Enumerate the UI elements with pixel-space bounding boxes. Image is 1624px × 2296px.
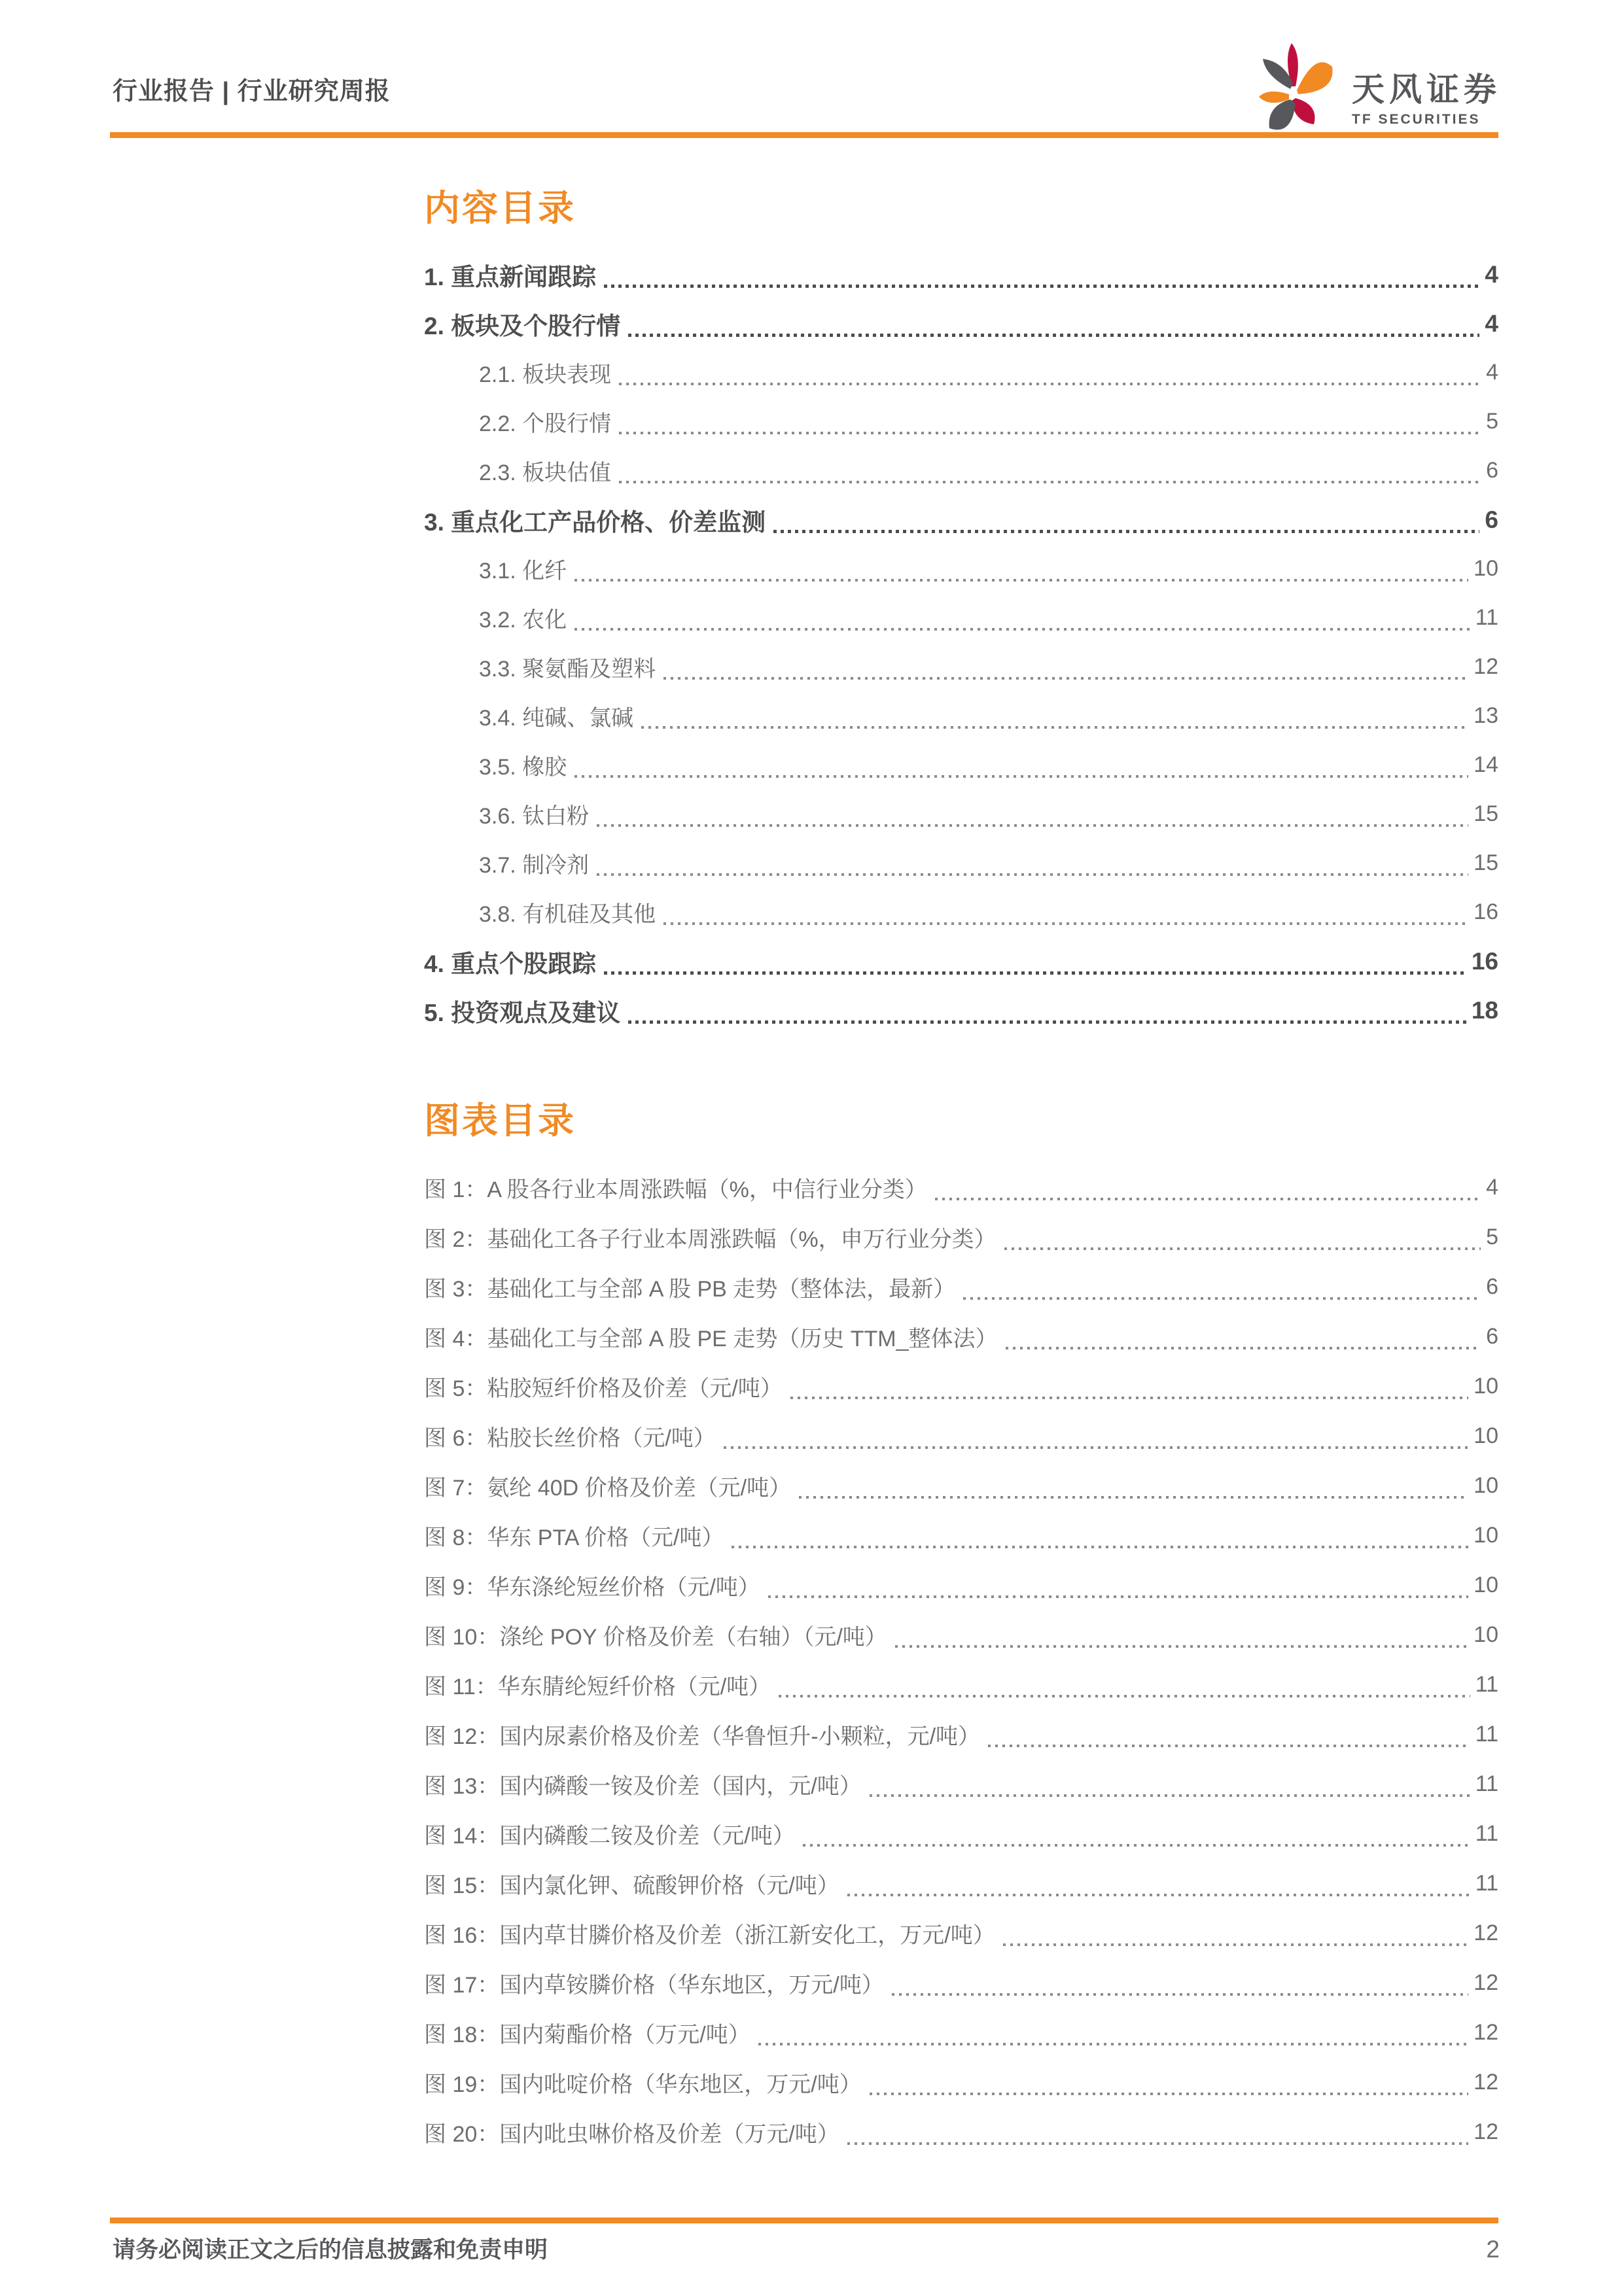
figures-item-label: 图 1：A 股各行业本周涨跌幅（%，中信行业分类） bbox=[424, 1177, 927, 1202]
figures-item-label: 图 19：国内吡啶价格（华东地区，万元/吨） bbox=[424, 2072, 862, 2097]
logo-name-en: TF SECURITIES bbox=[1352, 112, 1481, 127]
contents-item[interactable] bbox=[424, 839, 1498, 888]
contents-item-page: 16 bbox=[1474, 899, 1498, 924]
dot-leader bbox=[574, 628, 1470, 631]
figures-item-page: 10 bbox=[1474, 1572, 1498, 1597]
contents-item[interactable] bbox=[424, 397, 1498, 446]
contents-item-label: 3.3. 聚氨酯及塑料 bbox=[479, 657, 656, 682]
dot-leader bbox=[779, 1695, 1470, 1697]
contents-item-label: 2. 板块及个股行情 bbox=[424, 312, 621, 339]
contents-item-label: 2.2. 个股行情 bbox=[479, 411, 612, 436]
figures-item[interactable] bbox=[424, 1958, 1498, 2008]
dot-leader bbox=[574, 579, 1468, 582]
figures-item-page: 11 bbox=[1475, 1870, 1498, 1896]
contents-item-page: 14 bbox=[1474, 752, 1498, 777]
contents-item-page: 12 bbox=[1474, 654, 1498, 679]
contents-item[interactable] bbox=[424, 544, 1498, 593]
figures-item-label: 图 9：华东涤纶短丝价格（元/吨） bbox=[424, 1574, 760, 1600]
contents-item-label: 3.7. 制冷剂 bbox=[479, 853, 590, 878]
figures-item-label: 图 6：粘胶长丝价格（元/吨） bbox=[424, 1425, 716, 1451]
contents-item[interactable] bbox=[424, 888, 1498, 937]
figures-item-label: 图 8：华东 PTA 价格（元/吨） bbox=[424, 1525, 724, 1550]
figures-item[interactable] bbox=[424, 1809, 1498, 1858]
figures-item-page: 10 bbox=[1474, 1373, 1498, 1399]
contents-item-page: 6 bbox=[1486, 458, 1498, 483]
figures-item-page: 4 bbox=[1486, 1174, 1498, 1200]
contents-item-label: 3.1. 化纤 bbox=[479, 559, 567, 583]
dot-leader bbox=[847, 1894, 1470, 1896]
figures-item-page: 11 bbox=[1475, 1771, 1498, 1796]
dot-leader bbox=[597, 873, 1468, 876]
contents-item[interactable] bbox=[424, 495, 1498, 544]
contents-list bbox=[424, 250, 1498, 1035]
figures-item-page: 10 bbox=[1474, 1522, 1498, 1548]
figures-list bbox=[424, 1162, 1498, 2157]
dot-leader bbox=[604, 285, 1479, 288]
figures-item-page: 10 bbox=[1474, 1472, 1498, 1498]
figures-item[interactable] bbox=[424, 2057, 1498, 2107]
dot-leader bbox=[963, 1297, 1481, 1300]
logo-text bbox=[1352, 39, 1501, 128]
contents-item-page: 11 bbox=[1475, 605, 1498, 630]
figures-item-page: 10 bbox=[1474, 1622, 1498, 1647]
contents-item-page: 16 bbox=[1471, 947, 1498, 975]
contents-item-page: 4 bbox=[1486, 360, 1498, 385]
contents-item[interactable] bbox=[424, 740, 1498, 790]
report-type-label: 行业报告 | 行业研究周报 bbox=[113, 78, 391, 105]
footer-page-number: 2 bbox=[1486, 2236, 1500, 2263]
dot-leader bbox=[619, 383, 1481, 385]
figures-item[interactable] bbox=[424, 2107, 1498, 2157]
dot-leader bbox=[870, 2093, 1468, 2095]
dot-leader bbox=[895, 1645, 1468, 1648]
dot-leader bbox=[597, 824, 1468, 827]
contents-item-page: 18 bbox=[1471, 996, 1498, 1024]
contents-item[interactable] bbox=[424, 691, 1498, 740]
figures-item-label: 图 18：国内菊酯价格（万元/吨） bbox=[424, 2022, 750, 2047]
figures-item-label: 图 16：国内草甘膦价格及价差（浙江新安化工，万元/吨） bbox=[424, 1922, 995, 1948]
figures-item[interactable] bbox=[424, 2008, 1498, 2057]
contents-item[interactable] bbox=[424, 593, 1498, 642]
dot-leader bbox=[663, 922, 1468, 925]
figures-item-page: 11 bbox=[1475, 1721, 1498, 1747]
figures-item-label: 图 12：国内尿素价格及价差（华鲁恒升-小颗粒，元/吨） bbox=[424, 1724, 981, 1749]
figures-item-page: 12 bbox=[1474, 2069, 1498, 2095]
figures-item-page: 12 bbox=[1474, 2119, 1498, 2144]
contents-item[interactable] bbox=[424, 299, 1498, 348]
figures-item-label: 图 15：国内氯化钾、硫酸钾价格（元/吨） bbox=[424, 1873, 839, 1898]
dot-leader bbox=[641, 726, 1468, 729]
figures-item-label: 图 20：国内吡虫啉价格及价差（万元/吨） bbox=[424, 2121, 839, 2147]
contents-item-label: 3. 重点化工产品价格、价差监测 bbox=[424, 508, 766, 536]
contents-item-label: 3.5. 橡胶 bbox=[479, 755, 567, 780]
figures-title: 图表目录 bbox=[424, 1100, 576, 1141]
dot-leader bbox=[604, 971, 1466, 975]
dot-leader bbox=[628, 334, 1479, 337]
contents-item-page: 15 bbox=[1474, 850, 1498, 875]
figures-item-label: 图 10：涤纶 POY 价格及价差（右轴）（元/吨） bbox=[424, 1624, 887, 1650]
contents-item-label: 1. 重点新闻跟踪 bbox=[424, 263, 597, 290]
figures-item[interactable] bbox=[424, 1858, 1498, 1908]
contents-item[interactable] bbox=[424, 937, 1498, 986]
disclaimer-text: 请务必阅读正文之后的信息披露和免责申明 bbox=[113, 2237, 548, 2263]
dot-leader bbox=[1006, 1347, 1481, 1349]
figures-item-label: 图 7：氨纶 40D 价格及价差（元/吨） bbox=[424, 1475, 792, 1501]
contents-item-page: 5 bbox=[1486, 409, 1498, 434]
figures-item[interactable] bbox=[424, 1759, 1498, 1809]
dot-leader bbox=[1003, 1943, 1468, 1946]
figures-item-label: 图 14：国内磷酸二铵及价差（元/吨） bbox=[424, 1823, 795, 1849]
contents-item-page: 10 bbox=[1474, 556, 1498, 581]
contents-title: 内容目录 bbox=[424, 188, 576, 228]
figures-item[interactable] bbox=[424, 1411, 1498, 1461]
dot-leader bbox=[724, 1446, 1468, 1449]
dot-leader bbox=[758, 2043, 1468, 2045]
contents-item-label: 4. 重点个股跟踪 bbox=[424, 950, 597, 977]
figures-item-label: 图 4：基础化工与全部 A 股 PE 走势（历史 TTM_整体法） bbox=[424, 1326, 998, 1351]
figures-item-label: 图 3：基础化工与全部 A 股 PB 走势（整体法，最新） bbox=[424, 1276, 956, 1302]
dot-leader bbox=[619, 432, 1481, 434]
contents-item-label: 2.3. 板块估值 bbox=[479, 461, 612, 485]
dot-leader bbox=[768, 1595, 1468, 1598]
contents-item-label: 5. 投资观点及建议 bbox=[424, 999, 621, 1026]
dot-leader bbox=[574, 775, 1468, 778]
logo-name-cn: 天风证券 bbox=[1352, 71, 1501, 108]
contents-item[interactable] bbox=[424, 446, 1498, 495]
contents-item-label: 3.8. 有机硅及其他 bbox=[479, 902, 656, 927]
figures-item[interactable] bbox=[424, 1660, 1498, 1709]
figures-item[interactable] bbox=[424, 1361, 1498, 1411]
figures-item[interactable] bbox=[424, 1610, 1498, 1660]
contents-item[interactable] bbox=[424, 250, 1498, 299]
figures-item[interactable] bbox=[424, 1560, 1498, 1610]
dot-leader bbox=[935, 1198, 1481, 1200]
figures-item[interactable] bbox=[424, 1908, 1498, 1958]
dot-leader bbox=[773, 530, 1479, 533]
figures-item-page: 12 bbox=[1474, 1920, 1498, 1945]
dot-leader bbox=[1004, 1247, 1481, 1250]
contents-item[interactable] bbox=[424, 790, 1498, 839]
contents-item-label: 3.2. 农化 bbox=[479, 608, 567, 633]
figures-item-page: 6 bbox=[1486, 1274, 1498, 1299]
figures-item[interactable] bbox=[424, 1709, 1498, 1759]
contents-item[interactable] bbox=[424, 986, 1498, 1035]
toc-page-content bbox=[424, 190, 1498, 2157]
figures-item-page: 5 bbox=[1486, 1224, 1498, 1249]
figures-item[interactable] bbox=[424, 1212, 1498, 1262]
dot-leader bbox=[628, 1020, 1466, 1024]
figures-item-label: 图 13：国内磷酸一铵及价差（国内，元/吨） bbox=[424, 1773, 862, 1799]
figures-item[interactable] bbox=[424, 1262, 1498, 1312]
figures-item[interactable] bbox=[424, 1510, 1498, 1560]
footer-divider bbox=[110, 2218, 1498, 2223]
figures-item-page: 11 bbox=[1475, 1820, 1498, 1846]
dot-leader bbox=[847, 2142, 1468, 2145]
figures-item[interactable] bbox=[424, 1162, 1498, 1212]
figures-item-label: 图 2：基础化工各子行业本周涨跌幅（%，申万行业分类） bbox=[424, 1226, 997, 1252]
figures-item[interactable] bbox=[424, 1461, 1498, 1510]
contents-item-label: 3.4. 纯碱、氯碱 bbox=[479, 706, 634, 731]
figures-item-page: 11 bbox=[1475, 1671, 1498, 1697]
logo-flower-icon bbox=[1256, 39, 1340, 143]
contents-item[interactable] bbox=[424, 348, 1498, 397]
dot-leader bbox=[988, 1745, 1470, 1747]
figures-item[interactable] bbox=[424, 1312, 1498, 1361]
figures-item-page: 12 bbox=[1474, 2019, 1498, 2045]
contents-item-page: 4 bbox=[1485, 260, 1498, 288]
figures-item-page: 6 bbox=[1486, 1323, 1498, 1349]
figures-item-page: 12 bbox=[1474, 1970, 1498, 1995]
dot-leader bbox=[803, 1844, 1470, 1847]
contents-item-page: 15 bbox=[1474, 801, 1498, 826]
figures-item-label: 图 17：国内草铵膦价格（华东地区，万元/吨） bbox=[424, 1972, 884, 1998]
figures-item-label: 图 5：粘胶短纤价格及价差（元/吨） bbox=[424, 1376, 783, 1401]
contents-item-page: 13 bbox=[1474, 703, 1498, 728]
dot-leader bbox=[790, 1397, 1468, 1399]
contents-item-label: 2.1. 板块表现 bbox=[479, 362, 612, 387]
contents-item[interactable] bbox=[424, 642, 1498, 691]
tf-securities-logo bbox=[1256, 39, 1501, 143]
dot-leader bbox=[799, 1496, 1468, 1499]
contents-item-label: 3.6. 钛白粉 bbox=[479, 804, 590, 829]
dot-leader bbox=[732, 1546, 1468, 1548]
dot-leader bbox=[870, 1794, 1470, 1797]
contents-item-page: 6 bbox=[1485, 506, 1498, 533]
dot-leader bbox=[663, 677, 1468, 680]
contents-item-page: 4 bbox=[1485, 309, 1498, 337]
figures-item-page: 10 bbox=[1474, 1423, 1498, 1448]
dot-leader bbox=[892, 1993, 1468, 1996]
figures-item-label: 图 11：华东腈纶短纤价格（元/吨） bbox=[424, 1674, 771, 1699]
dot-leader bbox=[619, 481, 1481, 483]
